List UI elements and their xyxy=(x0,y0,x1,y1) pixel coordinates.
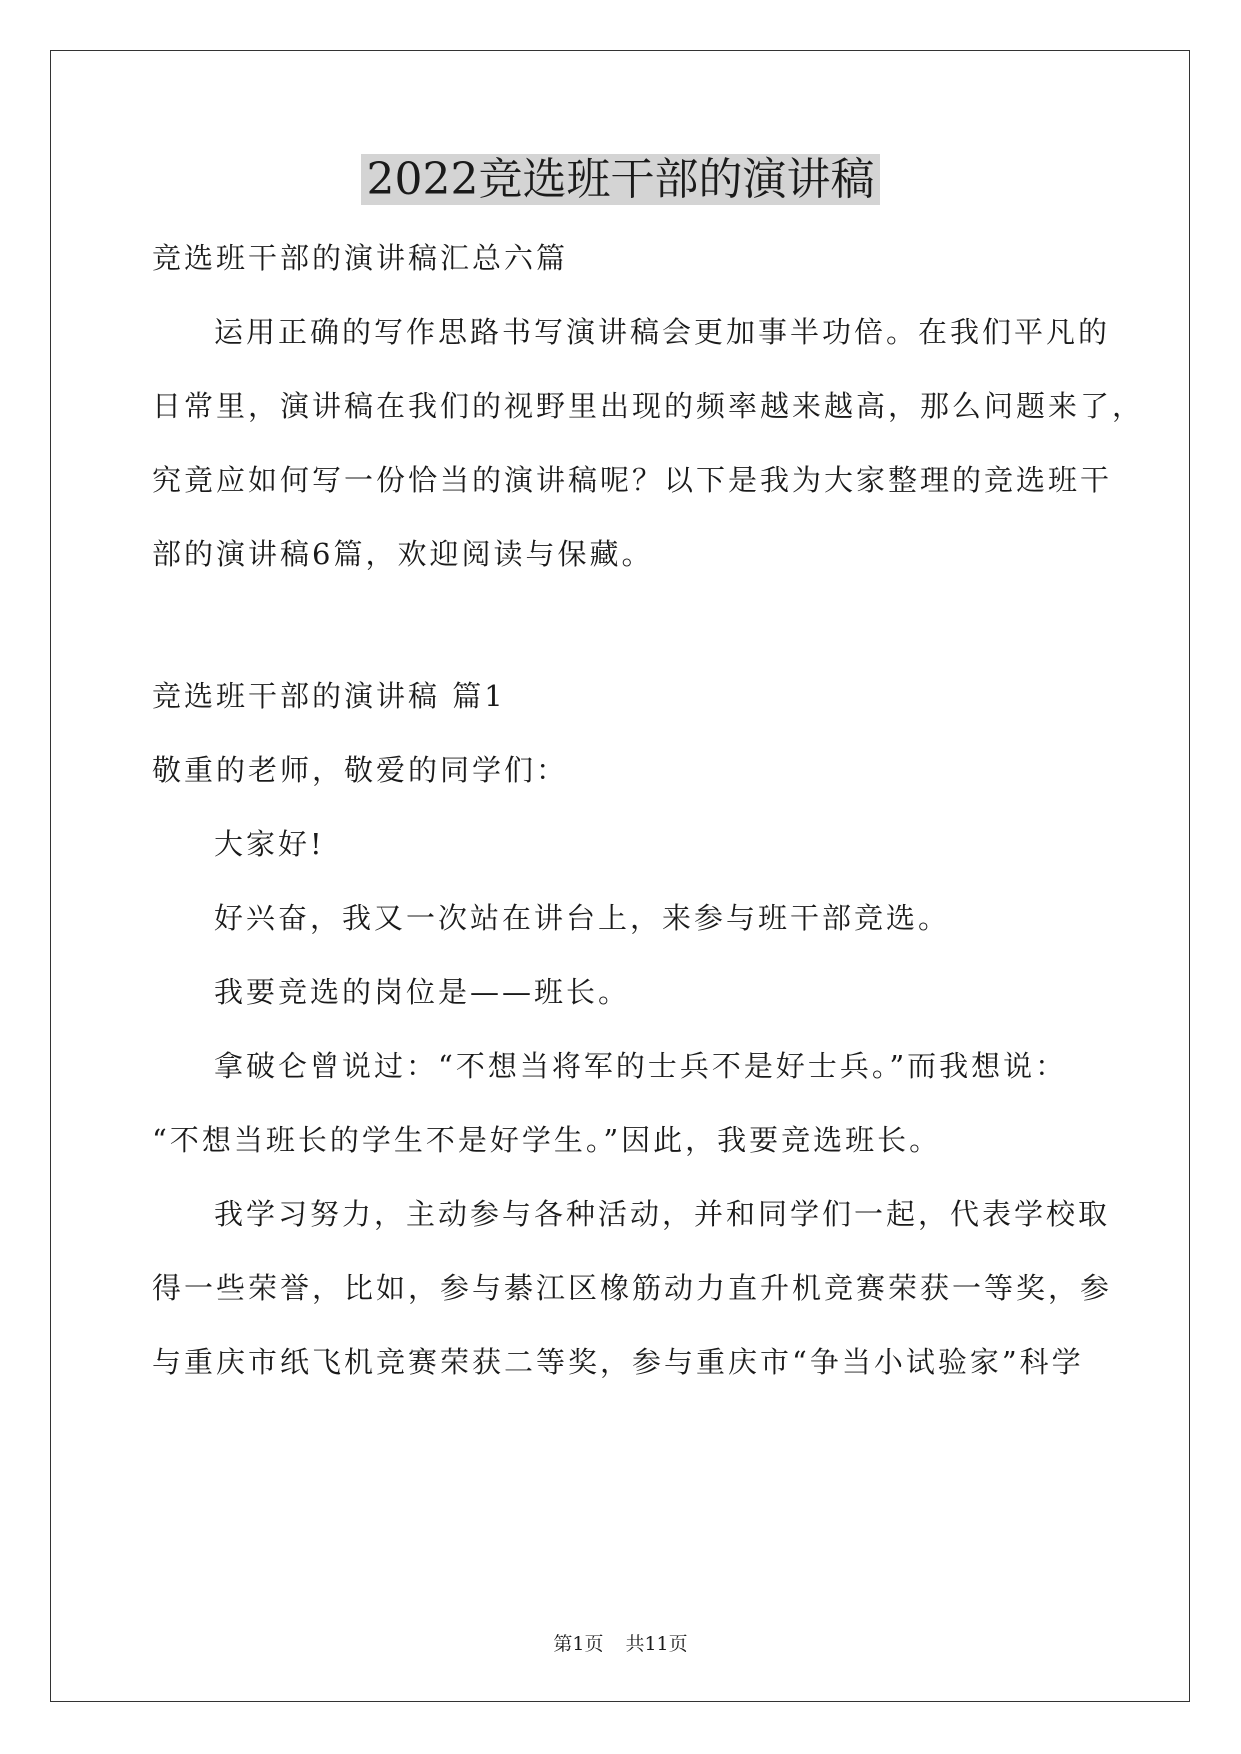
page-number: 第1页 xyxy=(553,1633,604,1655)
paragraph-line: 与重庆市纸飞机竞赛荣获二等奖，参与重庆市“争当小试验家”科学 xyxy=(152,1345,1084,1379)
page-border xyxy=(50,50,1190,1702)
paragraph-line: 部的演讲稿6篇，欢迎阅读与保藏。 xyxy=(152,537,654,571)
document-title-text: 2022竞选班干部的演讲稿 xyxy=(361,154,881,205)
salutation: 敬重的老师，敬爱的同学们： xyxy=(152,753,569,787)
paragraph-line: 我要竞选的岗位是——班长。 xyxy=(214,975,631,1009)
paragraph-line: 好兴奋，我又一次站在讲台上，来参与班干部竞选。 xyxy=(214,901,951,935)
paragraph-line: 得一些荣誉，比如，参与綦江区橡筋动力直升机竞赛荣获一等奖，参 xyxy=(152,1271,1113,1305)
section-heading: 竞选班干部的演讲稿 篇1 xyxy=(152,679,506,713)
paragraph-line: 拿破仑曾说过：“不想当将军的士兵不是好士兵。”而我想说： xyxy=(214,1049,1068,1083)
document-title xyxy=(0,152,1241,208)
page-total: 共11页 xyxy=(625,1633,688,1655)
paragraph-line: 究竟应如何写一份恰当的演讲稿呢？以下是我为大家整理的竞选班干 xyxy=(152,463,1113,497)
paragraph-line: 大家好! xyxy=(214,827,325,861)
page-footer xyxy=(0,1632,1241,1656)
doc-subtitle: 竞选班干部的演讲稿汇总六篇 xyxy=(152,241,569,275)
paragraph-line: “不想当班长的学生不是好学生。”因此，我要竞选班长。 xyxy=(152,1123,942,1157)
paragraph-line: 我学习努力，主动参与各种活动，并和同学们一起，代表学校取 xyxy=(214,1197,1111,1231)
paragraph-line: 运用正确的写作思路书写演讲稿会更加事半功倍。在我们平凡的 xyxy=(214,315,1111,349)
paragraph-line: 日常里，演讲稿在我们的视野里出现的频率越来越高，那么问题来了， xyxy=(152,389,1145,423)
